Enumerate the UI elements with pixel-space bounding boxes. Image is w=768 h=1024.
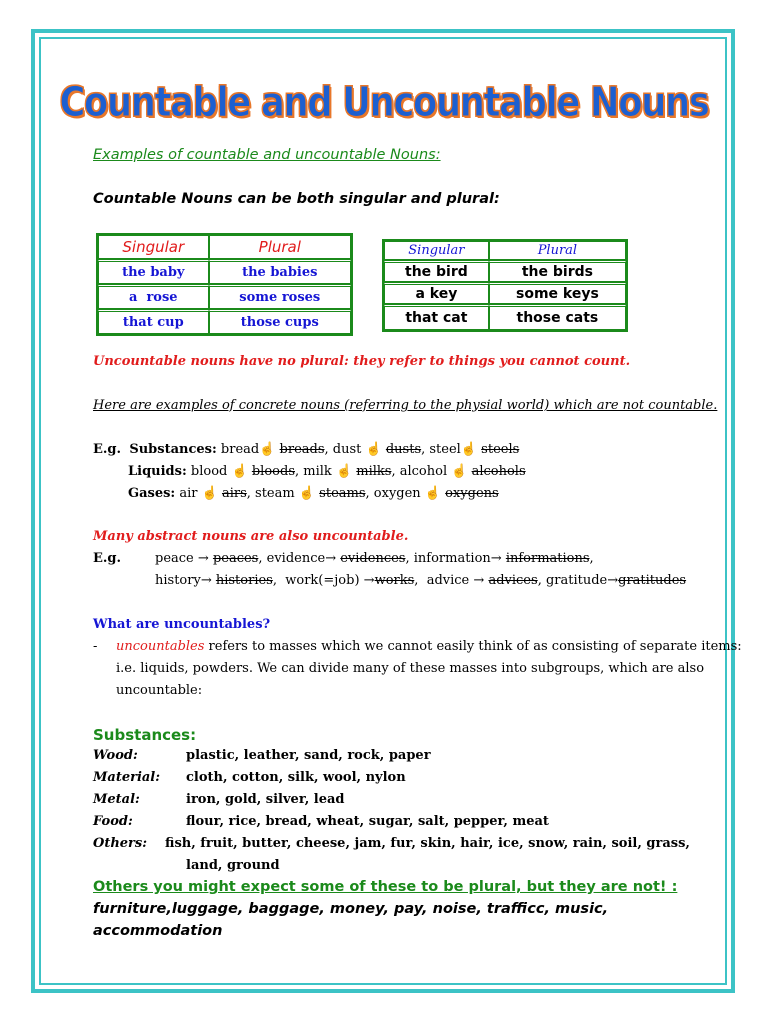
struck-word: oxygens <box>445 486 499 501</box>
substance-value: fish, fruit, butter, cheese, jam, fur, skin, hair, ice, snow, rain, soil, grass, <box>165 836 690 851</box>
substance-value: iron, gold, silver, lead <box>186 792 345 807</box>
word: air <box>179 486 198 501</box>
what-dash: - <box>93 639 98 654</box>
others-line-1: furniture,luggage, baggage, money, pay, noise, trafficc, music, <box>93 901 609 917</box>
countable-heading: Countable Nouns can be both singular and plural: <box>93 191 500 207</box>
pointing-hand-icon: ☝ <box>259 442 276 457</box>
concrete-note: Here are examples of concrete nouns (referring to the physial world) which are not countable. <box>93 398 718 413</box>
struck-word: steams <box>319 486 366 501</box>
substance-label: Wood: <box>93 748 138 763</box>
table-cell: a key <box>384 282 489 304</box>
countable-table-1 <box>96 233 353 336</box>
category-label: Substances: <box>129 442 217 457</box>
arrow-right-icon: → <box>200 573 212 588</box>
substance-value-continued: land, ground <box>186 858 280 873</box>
word: oxygen <box>373 486 421 501</box>
word: work(=job) <box>285 573 360 588</box>
abstract-line-2: history→ histories, work(=job) →works, advice → advices, gratitude→gratitudes <box>155 573 687 588</box>
arrow-right-icon: → <box>325 551 337 566</box>
substances-heading: Substances: <box>93 726 197 744</box>
others-line-2: accommodation <box>93 923 223 939</box>
arrow-right-icon: → <box>607 573 619 588</box>
category-label: Gases: <box>128 486 176 501</box>
table-cell: the babies <box>209 259 351 284</box>
word: history <box>155 573 201 588</box>
struck-word: informations <box>505 551 590 566</box>
table-cell: those cups <box>209 309 351 334</box>
pointing-hand-icon: ☝ <box>424 486 441 501</box>
pointing-hand-icon: ☝ <box>298 486 316 501</box>
struck-word: steels <box>481 442 520 457</box>
table-cell: a rose <box>98 284 209 309</box>
table-cell: the birds <box>489 260 626 282</box>
pointing-hand-icon: ☝ <box>231 464 248 479</box>
table-cell: that cup <box>98 309 209 334</box>
struck-word: works <box>374 573 415 588</box>
eg-gases-line: Gases: air ☝ airs, steam ☝ steams, oxygen ☝ oxygens <box>128 486 499 501</box>
struck-word: gratitudes <box>618 573 687 588</box>
what-line-2: i.e. liquids, powders. We can divide many of these masses into subgroups, which are also <box>116 661 705 676</box>
struck-word: dusts <box>385 442 422 457</box>
substance-value: plastic, leather, sand, rock, paper <box>186 748 431 763</box>
word: dust <box>332 442 362 457</box>
substance-label: Others: <box>93 836 148 851</box>
others-heading: Others you might expect some of these to be plural, but they are not! : <box>93 879 678 895</box>
struck-word: evidences <box>340 551 406 566</box>
substance-value: flour, rice, bread, wheat, sugar, salt, pepper, meat <box>186 814 549 829</box>
eg-label: E.g. <box>93 442 122 457</box>
examples-heading: Examples of countable and uncountable Nouns: <box>93 147 441 163</box>
word: information <box>413 551 491 566</box>
eg-liquids-line: Liquids: blood ☝ bloods, milk ☝ milks, alcohol ☝ alcohols <box>128 464 526 479</box>
struck-word: alcohols <box>471 464 526 479</box>
word: alcohol <box>399 464 448 479</box>
word: bread <box>220 442 260 457</box>
category-label: Liquids: <box>128 464 187 479</box>
pointing-hand-icon: ☝ <box>451 464 468 479</box>
struck-word: bloods <box>251 464 295 479</box>
arrow-right-icon: → <box>197 551 209 566</box>
eg-substances-line: E.g. Substances: bread☝ breads, dust ☝ dusts, steel☝ steels <box>93 442 520 457</box>
arrow-right-icon: → <box>490 551 502 566</box>
what-line-1 <box>116 639 742 654</box>
word: advice <box>426 573 470 588</box>
countable-table-2 <box>382 239 628 332</box>
pointing-hand-icon: ☝ <box>365 442 382 457</box>
table-header-singular: Singular <box>384 241 489 260</box>
what-heading: What are uncountables? <box>93 617 271 632</box>
page-title: Countable and Uncountable Nouns <box>59 78 709 126</box>
word: milk <box>303 464 332 479</box>
struck-word: histories <box>215 573 273 588</box>
word: blood <box>190 464 228 479</box>
pointing-hand-icon: ☝ <box>201 486 218 501</box>
arrow-right-icon: → <box>363 573 375 588</box>
struck-word: breads <box>279 442 325 457</box>
abstract-heading: Many abstract nouns are also uncountable. <box>93 529 409 544</box>
substance-label: Material: <box>93 770 161 785</box>
what-line-3: uncountable: <box>116 683 203 698</box>
table-header-singular: Singular <box>98 235 209 259</box>
table-header-plural: Plural <box>209 235 351 259</box>
struck-word: peaces <box>212 551 259 566</box>
uncountable-note: Uncountable nouns have no plural: they refer to things you cannot count. <box>93 354 631 369</box>
table-cell: the bird <box>384 260 489 282</box>
substance-value: cloth, cotton, silk, wool, nylon <box>186 770 406 785</box>
word: peace <box>155 551 194 566</box>
pointing-hand-icon: ☝ <box>460 442 478 457</box>
pointing-hand-icon: ☝ <box>335 464 353 479</box>
eg-label-abstract: E.g. <box>93 551 122 566</box>
table-header-plural: Plural <box>489 241 626 260</box>
struck-word: milks <box>356 464 392 479</box>
table-cell: those cats <box>489 304 626 330</box>
word: steel <box>429 442 461 457</box>
struck-word: airs <box>221 486 247 501</box>
table-cell: the baby <box>98 259 209 284</box>
table-cell: some roses <box>209 284 351 309</box>
table-cell: some keys <box>489 282 626 304</box>
struck-word: advices <box>488 573 538 588</box>
what-line-1-text: refers to masses which we cannot easily think of as consisting of separate items: <box>204 639 742 654</box>
word: steam <box>255 486 295 501</box>
what-term: uncountables <box>116 639 205 654</box>
table-cell: that cat <box>384 304 489 330</box>
abstract-line-1: peace → peaces, evidence→ evidences, information→ informations, <box>155 551 594 566</box>
word: evidence <box>266 551 326 566</box>
word: gratitude <box>545 573 608 588</box>
arrow-right-icon: → <box>473 573 485 588</box>
substance-label: Food: <box>93 814 133 829</box>
substance-label: Metal: <box>93 792 140 807</box>
